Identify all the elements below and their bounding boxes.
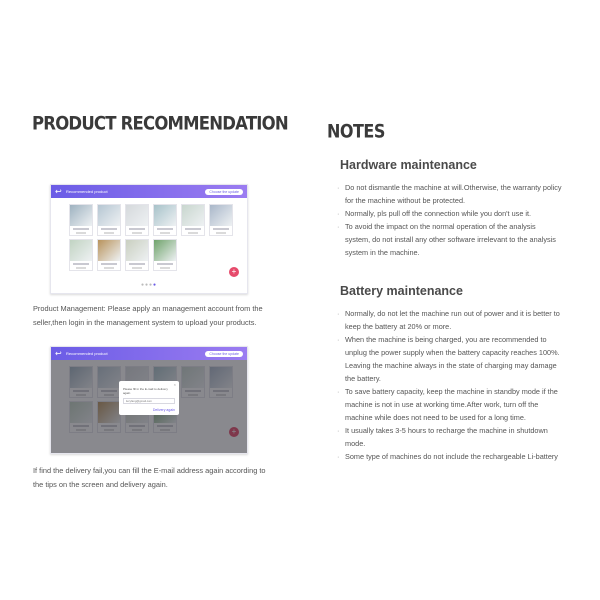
modal-text: Please fill in the E-mail to delivery again bbox=[123, 387, 168, 395]
product-name-line bbox=[101, 263, 117, 265]
product-name-line bbox=[129, 228, 145, 230]
pagination-dots: ●●●● bbox=[140, 282, 158, 288]
product-card bbox=[153, 239, 177, 271]
list-item: · To save battery capacity, keep the machine in standby mode if the machine is not in use at working time.After work, turn off the machine while does not need to be used for a long time. bbox=[337, 385, 562, 424]
product-recommendation-heading: PRODUCT RECOMMENDATION bbox=[32, 112, 288, 134]
product-meta-line bbox=[216, 232, 226, 234]
modal-email-input: lucyfang@gmail.com bbox=[123, 398, 175, 404]
screenshot-app-bar bbox=[51, 185, 247, 198]
battery-maintenance-list bbox=[337, 307, 562, 463]
delivery-fail-paragraph: If find the delivery fail,you can fill the E-mail address again according to the tips on the screen and delivery again. bbox=[33, 466, 266, 489]
product-image bbox=[70, 240, 92, 261]
notes-heading: NOTES bbox=[327, 120, 385, 142]
modal-delivery-action: Delivery again bbox=[152, 408, 175, 412]
list-item: · To avoid the impact on the normal operation of the analysis system, do not install any other software irrelevant to the analysis system in the machine. bbox=[337, 220, 562, 259]
product-meta-line bbox=[160, 232, 170, 234]
screenshot-bar-button: Choose the update bbox=[205, 351, 243, 357]
product-name-line bbox=[101, 228, 117, 230]
product-image bbox=[98, 240, 120, 261]
product-image bbox=[126, 205, 148, 226]
product-name-line bbox=[213, 228, 229, 230]
product-name-line bbox=[73, 228, 89, 230]
product-card bbox=[209, 204, 233, 236]
product-card bbox=[181, 204, 205, 236]
product-image bbox=[98, 205, 120, 226]
product-meta-line bbox=[76, 267, 86, 269]
list-item: · Do not dismantle the machine at will.Otherwise, the warranty policy for the machine without be protected. bbox=[337, 181, 562, 207]
product-card bbox=[125, 204, 149, 236]
product-card bbox=[153, 204, 177, 236]
product-meta-line bbox=[104, 267, 114, 269]
product-meta-line bbox=[160, 267, 170, 269]
list-item: · When the machine is being charged, you are recommended to unplug the power supply when the battery capacity reaches 100%. Leaving the machine always in the state of charging may damage the battery. bbox=[337, 333, 562, 385]
delivery-modal bbox=[119, 381, 179, 415]
list-item: · Some type of machines do not include the rechargeable Li-battery bbox=[337, 450, 562, 463]
screenshot-bar-button: Choose the update bbox=[205, 189, 243, 195]
screenshot-bar-title: Recommended product bbox=[66, 351, 108, 356]
product-image bbox=[70, 205, 92, 226]
product-meta-line bbox=[132, 232, 142, 234]
screenshot-bar-title: Recommended product bbox=[66, 189, 108, 194]
list-item: · It usually takes 3-5 hours to recharge the machine in shutdown mode. bbox=[337, 424, 562, 450]
delivery-again-screenshot bbox=[50, 346, 248, 454]
plus-icon: + bbox=[229, 267, 239, 277]
battery-maintenance-title: Battery maintenance bbox=[340, 284, 463, 298]
product-meta-line bbox=[132, 267, 142, 269]
product-image bbox=[182, 205, 204, 226]
product-card bbox=[97, 239, 121, 271]
product-grid bbox=[51, 198, 247, 271]
product-card bbox=[69, 204, 93, 236]
screenshot-app-bar bbox=[51, 347, 247, 360]
product-image bbox=[126, 240, 148, 261]
hardware-maintenance-title: Hardware maintenance bbox=[340, 158, 477, 172]
close-icon: × bbox=[173, 382, 176, 387]
list-item: · Normally, pls pull off the connection while you don't use it. bbox=[337, 207, 562, 220]
back-arrow-icon: ↩ bbox=[55, 187, 62, 196]
product-management-paragraph: Product Management: Please apply an management account from the seller,then login in the management system to upload your products. bbox=[33, 304, 263, 327]
product-recommendation-screenshot bbox=[50, 184, 248, 294]
product-meta-line bbox=[104, 232, 114, 234]
product-image bbox=[154, 240, 176, 261]
product-meta-line bbox=[76, 232, 86, 234]
hardware-maintenance-list bbox=[337, 181, 562, 259]
product-image bbox=[154, 205, 176, 226]
product-card bbox=[125, 239, 149, 271]
product-card bbox=[69, 239, 93, 271]
product-name-line bbox=[157, 228, 173, 230]
list-item: · Normally, do not let the machine run out of power and it is better to keep the battery at 20% or more. bbox=[337, 307, 562, 333]
back-arrow-icon: ↩ bbox=[55, 349, 62, 358]
product-meta-line bbox=[188, 232, 198, 234]
product-image bbox=[210, 205, 232, 226]
product-name-line bbox=[73, 263, 89, 265]
product-card bbox=[97, 204, 121, 236]
product-name-line bbox=[157, 263, 173, 265]
product-name-line bbox=[185, 228, 201, 230]
product-name-line bbox=[129, 263, 145, 265]
